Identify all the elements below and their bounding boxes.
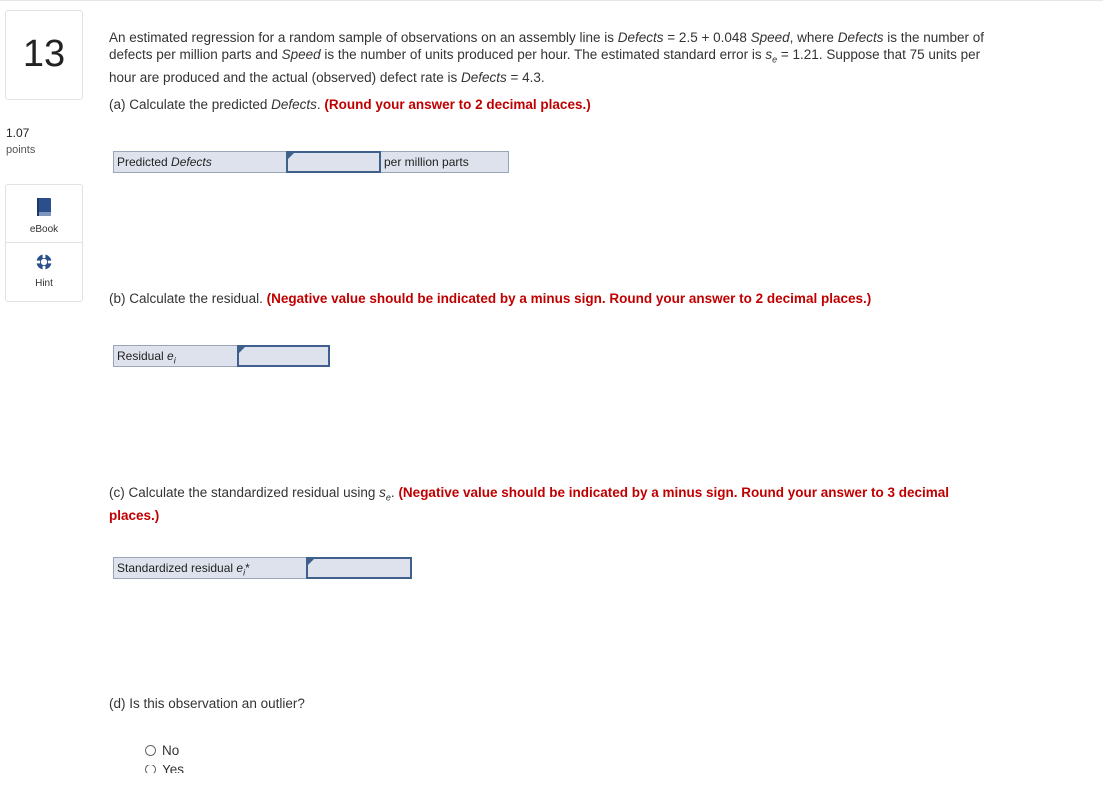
- tools-divider: [6, 242, 82, 243]
- predicted-defects-input[interactable]: [286, 151, 381, 173]
- outlier-option-yes[interactable]: [145, 765, 184, 773]
- points-value: 1.07: [6, 126, 30, 140]
- hint-label: Hint: [35, 278, 53, 289]
- option-yes-label: Yes: [162, 765, 185, 773]
- standardized-residual-input[interactable]: [306, 557, 412, 579]
- points-label: points: [6, 144, 36, 156]
- option-no-label: No: [162, 743, 180, 758]
- part-a-answer-row: [113, 151, 509, 171]
- radio-button-yes[interactable]: [145, 765, 156, 773]
- top-divider: [0, 0, 1103, 1]
- question-number: 13: [22, 33, 66, 75]
- part-d-prompt: (d) Is this observation an outlier?: [109, 696, 305, 711]
- part-a-unit: per million parts: [380, 151, 509, 173]
- part-c-row-label: Standardized residual $e_i*$: [113, 557, 307, 579]
- ebook-label: eBook: [29, 224, 59, 235]
- part-c-prompt: (c) Calculate the standardized residual using $s_e$. (Negative value should be indicated by a minus sign. Round your answer to 3 decimal places.): [109, 485, 950, 523]
- part-c-answer-row: [113, 557, 412, 577]
- outlier-option-no[interactable]: [145, 743, 179, 758]
- part-a-prompt: (a) Calculate the predicted Defects. (Round your answer to 2 decimal places.): [109, 97, 591, 112]
- part-b-prompt: (b) Calculate the residual. (Negative value should be indicated by a minus sign. Round your answer to 2 decimal places.): [109, 291, 872, 306]
- question-intro: An estimated regression for a random sample of observations on an assembly line is Defects = 2.5 + 0.048 Speed, where Defects is the number of defects per million parts and Speed is the number of units produced per hour. The estimated standard error is $s_e = 1.21$. Suppose that 75 units per hour are produced and the actual (observed) defect rate is Defects = 4.3.: [109, 30, 985, 85]
- part-b-row-label: Residual $e_i$: [113, 345, 238, 367]
- lifebuoy-icon: [35, 253, 53, 271]
- part-a-row-label: Predicted Defects: [113, 151, 287, 173]
- ebook-button[interactable]: [6, 197, 82, 235]
- book-icon: [35, 197, 53, 217]
- radio-button-no[interactable]: [145, 745, 156, 756]
- hint-button[interactable]: [6, 253, 82, 289]
- question-number-box: [5, 10, 83, 100]
- residual-input[interactable]: [237, 345, 330, 367]
- tools-panel: [5, 184, 83, 302]
- part-b-answer-row: [113, 345, 330, 365]
